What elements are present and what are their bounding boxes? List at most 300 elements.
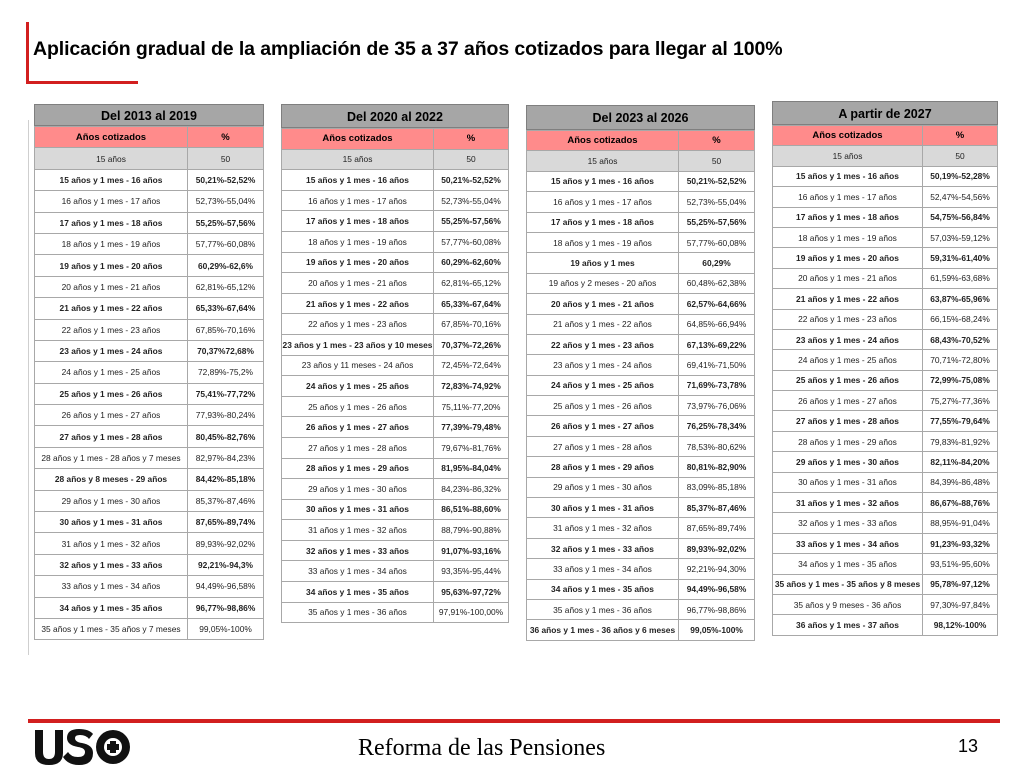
percent-cell: 52,73%-55,04% bbox=[679, 192, 755, 212]
percent-cell: 84,39%-86,48% bbox=[923, 472, 998, 492]
percent-cell: 87,65%-89,74% bbox=[188, 512, 264, 533]
percent-cell: 60,48%-62,38% bbox=[679, 273, 755, 293]
table-row bbox=[282, 479, 509, 500]
table-row bbox=[527, 212, 755, 232]
percent-cell: 94,49%-96,58% bbox=[188, 576, 264, 597]
years-cell: 22 años y 1 mes - 23 años bbox=[35, 319, 188, 340]
column-header-percent: % bbox=[434, 129, 509, 150]
table-row bbox=[282, 458, 509, 479]
years-cell: 35 años y 1 mes - 36 años bbox=[282, 602, 434, 623]
table-row bbox=[35, 383, 264, 404]
years-cell: 24 años y 1 mes - 25 años bbox=[773, 350, 923, 370]
percent-cell: 87,65%-89,74% bbox=[679, 518, 755, 538]
table-row bbox=[773, 431, 998, 451]
years-cell: 21 años y 1 mes - 22 años bbox=[282, 293, 434, 314]
table-heading: Del 2013 al 2019 bbox=[34, 104, 264, 126]
years-cell: 23 años y 1 mes - 23 años y 10 meses bbox=[282, 334, 434, 355]
years-cell: 27 años y 1 mes - 28 años bbox=[35, 426, 188, 447]
years-cell: 18 años y 1 mes - 19 años bbox=[35, 233, 188, 254]
years-cell: 27 años y 1 mes - 28 años bbox=[773, 411, 923, 431]
percent-cell: 70,37%72,68% bbox=[188, 340, 264, 361]
table-row bbox=[527, 457, 755, 477]
years-cell: 21 años y 1 mes - 22 años bbox=[35, 298, 188, 319]
percent-cell: 69,41%-71,50% bbox=[679, 355, 755, 375]
table-row bbox=[35, 319, 264, 340]
table-row bbox=[773, 554, 998, 574]
percent-cell: 77,39%-79,48% bbox=[434, 417, 509, 438]
years-cell: 31 años y 1 mes - 32 años bbox=[35, 533, 188, 554]
percent-cell: 62,81%-65,12% bbox=[434, 273, 509, 294]
uso-logo bbox=[33, 726, 133, 766]
percent-cell: 50,21%-52,52% bbox=[434, 170, 509, 191]
years-cell: 24 años y 1 mes - 25 años bbox=[35, 362, 188, 383]
table-2013-2019 bbox=[34, 104, 264, 640]
table-row bbox=[773, 309, 998, 329]
table-heading: Del 2020 al 2022 bbox=[281, 104, 509, 128]
pension-table bbox=[526, 130, 755, 641]
years-cell: 28 años y 1 mes - 28 años y 7 meses bbox=[35, 447, 188, 468]
years-cell: 21 años y 1 mes - 22 años bbox=[773, 289, 923, 309]
years-cell: 35 años y 9 meses - 36 años bbox=[773, 594, 923, 614]
percent-cell: 80,81%-82,90% bbox=[679, 457, 755, 477]
years-cell: 33 años y 1 mes - 34 años bbox=[527, 559, 679, 579]
table-row bbox=[282, 190, 509, 211]
percent-cell: 50,19%-52,28% bbox=[923, 166, 998, 186]
table-row bbox=[527, 498, 755, 518]
percent-cell: 82,11%-84,20% bbox=[923, 452, 998, 472]
years-cell: 25 años y 1 mes - 26 años bbox=[527, 396, 679, 416]
percent-cell: 50 bbox=[434, 149, 509, 170]
percent-cell: 50 bbox=[923, 146, 998, 166]
years-cell: 19 años y 1 mes - 20 años bbox=[773, 248, 923, 268]
years-cell: 22 años y 1 mes - 23 años bbox=[773, 309, 923, 329]
table-2020-2022 bbox=[281, 104, 509, 623]
table-row bbox=[773, 370, 998, 390]
years-cell: 15 años bbox=[527, 151, 679, 171]
table-row bbox=[35, 191, 264, 212]
column-header-percent: % bbox=[923, 126, 998, 146]
table-row bbox=[773, 227, 998, 247]
years-cell: 34 años y 1 mes - 35 años bbox=[35, 597, 188, 618]
years-cell: 18 años y 1 mes - 19 años bbox=[527, 232, 679, 252]
years-cell: 36 años y 1 mes - 36 años y 6 meses bbox=[527, 620, 679, 640]
table-row bbox=[35, 447, 264, 468]
table-row bbox=[282, 582, 509, 603]
percent-cell: 55,25%-57,56% bbox=[188, 212, 264, 233]
column-header-percent: % bbox=[679, 131, 755, 151]
table-row bbox=[35, 618, 264, 639]
table-row bbox=[773, 452, 998, 472]
table-row bbox=[35, 597, 264, 618]
percent-cell: 75,27%-77,36% bbox=[923, 391, 998, 411]
years-cell: 22 años y 1 mes - 23 años bbox=[527, 334, 679, 354]
percent-cell: 81,95%-84,04% bbox=[434, 458, 509, 479]
percent-cell: 65,33%-67,64% bbox=[188, 298, 264, 319]
years-cell: 16 años y 1 mes - 17 años bbox=[282, 190, 434, 211]
percent-cell: 96,77%-98,86% bbox=[188, 597, 264, 618]
percent-cell: 88,79%-90,88% bbox=[434, 520, 509, 541]
table-heading: Del 2023 al 2026 bbox=[526, 105, 755, 130]
footer-divider bbox=[28, 719, 1000, 723]
percent-cell: 89,93%-92,02% bbox=[188, 533, 264, 554]
years-cell: 28 años y 1 mes - 29 años bbox=[773, 431, 923, 451]
table-header-row bbox=[35, 127, 264, 148]
percent-cell: 96,77%-98,86% bbox=[679, 599, 755, 619]
years-cell: 15 años y 1 mes - 16 años bbox=[35, 169, 188, 190]
percent-cell: 72,89%-75,2% bbox=[188, 362, 264, 383]
years-cell: 29 años y 1 mes - 30 años bbox=[282, 479, 434, 500]
table-row bbox=[527, 416, 755, 436]
table-row bbox=[773, 207, 998, 227]
table-header-row bbox=[527, 131, 755, 151]
years-cell: 27 años y 1 mes - 28 años bbox=[527, 436, 679, 456]
table-row bbox=[773, 615, 998, 635]
percent-cell: 89,93%-92,02% bbox=[679, 538, 755, 558]
years-cell: 32 años y 1 mes - 33 años bbox=[773, 513, 923, 533]
years-cell: 15 años y 1 mes - 16 años bbox=[527, 171, 679, 191]
table-row bbox=[773, 574, 998, 594]
table-row bbox=[773, 187, 998, 207]
percent-cell: 67,85%-70,16% bbox=[434, 314, 509, 335]
percent-cell: 95,78%-97,12% bbox=[923, 574, 998, 594]
percent-cell: 97,91%-100,00% bbox=[434, 602, 509, 623]
percent-cell: 80,45%-82,76% bbox=[188, 426, 264, 447]
table-row bbox=[527, 518, 755, 538]
table-row bbox=[35, 533, 264, 554]
table-row bbox=[282, 293, 509, 314]
table-row bbox=[527, 396, 755, 416]
years-cell: 19 años y 2 meses - 20 años bbox=[527, 273, 679, 293]
years-cell: 31 años y 1 mes - 32 años bbox=[527, 518, 679, 538]
years-cell: 36 años y 1 mes - 37 años bbox=[773, 615, 923, 635]
years-cell: 33 años y 1 mes - 34 años bbox=[773, 533, 923, 553]
years-cell: 20 años y 1 mes - 21 años bbox=[527, 294, 679, 314]
percent-cell: 78,53%-80,62% bbox=[679, 436, 755, 456]
years-cell: 26 años y 1 mes - 27 años bbox=[35, 405, 188, 426]
table-row bbox=[773, 594, 998, 614]
years-cell: 23 años y 1 mes - 24 años bbox=[773, 329, 923, 349]
percent-cell: 97,30%-97,84% bbox=[923, 594, 998, 614]
years-cell: 26 años y 1 mes - 27 años bbox=[282, 417, 434, 438]
percent-cell: 62,57%-64,66% bbox=[679, 294, 755, 314]
table-row bbox=[773, 493, 998, 513]
column-header-years: Años cotizados bbox=[773, 126, 923, 146]
years-cell: 16 años y 1 mes - 17 años bbox=[35, 191, 188, 212]
years-cell: 34 años y 1 mes - 35 años bbox=[282, 582, 434, 603]
table-row bbox=[282, 396, 509, 417]
percent-cell: 70,37%-72,26% bbox=[434, 334, 509, 355]
percent-cell: 66,15%-68,24% bbox=[923, 309, 998, 329]
years-cell: 34 años y 1 mes - 35 años bbox=[773, 554, 923, 574]
percent-cell: 82,97%-84,23% bbox=[188, 447, 264, 468]
table-row bbox=[282, 211, 509, 232]
table-row bbox=[773, 411, 998, 431]
table-row bbox=[35, 233, 264, 254]
table-row bbox=[773, 166, 998, 186]
percent-cell: 99,05%-100% bbox=[188, 618, 264, 639]
years-cell: 35 años y 1 mes - 35 años y 7 meses bbox=[35, 618, 188, 639]
percent-cell: 50 bbox=[679, 151, 755, 171]
years-cell: 27 años y 1 mes - 28 años bbox=[282, 437, 434, 458]
years-cell: 17 años y 1 mes - 18 años bbox=[773, 207, 923, 227]
years-cell: 26 años y 1 mes - 27 años bbox=[527, 416, 679, 436]
percent-cell: 52,73%-55,04% bbox=[434, 190, 509, 211]
years-cell: 25 años y 1 mes - 26 años bbox=[773, 370, 923, 390]
table-row bbox=[35, 554, 264, 575]
table-from-2027 bbox=[772, 101, 998, 636]
years-cell: 31 años y 1 mes - 32 años bbox=[773, 493, 923, 513]
percent-cell: 60,29% bbox=[679, 253, 755, 273]
table-row bbox=[773, 329, 998, 349]
table-row bbox=[527, 314, 755, 334]
column-header-years: Años cotizados bbox=[35, 127, 188, 148]
years-cell: 19 años y 1 mes - 20 años bbox=[35, 255, 188, 276]
table-row bbox=[773, 350, 998, 370]
years-cell: 29 años y 1 mes - 30 años bbox=[527, 477, 679, 497]
table-2023-2026 bbox=[526, 105, 755, 641]
percent-cell: 57,03%-59,12% bbox=[923, 227, 998, 247]
years-cell: 30 años y 1 mes - 31 años bbox=[527, 498, 679, 518]
years-cell: 29 años y 1 mes - 30 años bbox=[35, 490, 188, 511]
percent-cell: 64,85%-66,94% bbox=[679, 314, 755, 334]
percent-cell: 52,47%-54,56% bbox=[923, 187, 998, 207]
percent-cell: 85,37%-87,46% bbox=[679, 498, 755, 518]
percent-cell: 91,23%-93,32% bbox=[923, 533, 998, 553]
percent-cell: 70,71%-72,80% bbox=[923, 350, 998, 370]
years-cell: 33 años y 1 mes - 34 años bbox=[282, 561, 434, 582]
percent-cell: 77,55%-79,64% bbox=[923, 411, 998, 431]
percent-cell: 99,05%-100% bbox=[679, 620, 755, 640]
table-row bbox=[35, 426, 264, 447]
percent-cell: 79,83%-81,92% bbox=[923, 431, 998, 451]
years-cell: 32 años y 1 mes - 33 años bbox=[35, 554, 188, 575]
table-row bbox=[282, 314, 509, 335]
table-row bbox=[282, 602, 509, 623]
percent-cell: 68,43%-70,52% bbox=[923, 329, 998, 349]
table-row bbox=[35, 148, 264, 169]
years-cell: 28 años y 1 mes - 29 años bbox=[282, 458, 434, 479]
percent-cell: 83,09%-85,18% bbox=[679, 477, 755, 497]
years-cell: 26 años y 1 mes - 27 años bbox=[773, 391, 923, 411]
percent-cell: 52,73%-55,04% bbox=[188, 191, 264, 212]
percent-cell: 86,67%-88,76% bbox=[923, 493, 998, 513]
percent-cell: 73,97%-76,06% bbox=[679, 396, 755, 416]
table-row bbox=[35, 255, 264, 276]
table-row bbox=[527, 477, 755, 497]
table-header-row bbox=[282, 129, 509, 150]
percent-cell: 92,21%-94,30% bbox=[679, 559, 755, 579]
percent-cell: 79,67%-81,76% bbox=[434, 437, 509, 458]
percent-cell: 71,69%-73,78% bbox=[679, 375, 755, 395]
table-row bbox=[773, 391, 998, 411]
percent-cell: 72,45%-72,64% bbox=[434, 355, 509, 376]
table-row bbox=[527, 273, 755, 293]
slide-title: Aplicación gradual de la ampliación de 35 a 37 años cotizados para llegar al 100% bbox=[33, 38, 783, 60]
title-accent-horizontal bbox=[28, 81, 138, 84]
table-row bbox=[282, 561, 509, 582]
left-divider bbox=[28, 120, 29, 655]
percent-cell: 55,25%-57,56% bbox=[434, 211, 509, 232]
percent-cell: 98,12%-100% bbox=[923, 615, 998, 635]
percent-cell: 67,13%-69,22% bbox=[679, 334, 755, 354]
percent-cell: 63,87%-65,96% bbox=[923, 289, 998, 309]
table-row bbox=[527, 599, 755, 619]
table-row bbox=[282, 417, 509, 438]
table-row bbox=[773, 513, 998, 533]
percent-cell: 72,99%-75,08% bbox=[923, 370, 998, 390]
table-row bbox=[282, 252, 509, 273]
years-cell: 30 años y 1 mes - 31 años bbox=[773, 472, 923, 492]
percent-cell: 62,81%-65,12% bbox=[188, 276, 264, 297]
percent-cell: 50,21%-52,52% bbox=[188, 169, 264, 190]
table-row bbox=[35, 469, 264, 490]
years-cell: 22 años y 1 mes - 23 años bbox=[282, 314, 434, 335]
years-cell: 18 años y 1 mes - 19 años bbox=[282, 231, 434, 252]
years-cell: 15 años y 1 mes - 16 años bbox=[282, 170, 434, 191]
percent-cell: 84,23%-86,32% bbox=[434, 479, 509, 500]
footer-title: Reforma de las Pensiones bbox=[358, 735, 606, 761]
years-cell: 35 años y 1 mes - 36 años bbox=[527, 599, 679, 619]
percent-cell: 72,83%-74,92% bbox=[434, 376, 509, 397]
years-cell: 15 años bbox=[35, 148, 188, 169]
title-accent-vertical bbox=[26, 22, 29, 84]
years-cell: 23 años y 1 mes - 24 años bbox=[527, 355, 679, 375]
table-row bbox=[773, 472, 998, 492]
table-row bbox=[35, 212, 264, 233]
percent-cell: 57,77%-60,08% bbox=[679, 232, 755, 252]
percent-cell: 85,37%-87,46% bbox=[188, 490, 264, 511]
percent-cell: 59,31%-61,40% bbox=[923, 248, 998, 268]
percent-cell: 50 bbox=[188, 148, 264, 169]
pension-table bbox=[34, 126, 264, 640]
table-heading: A partir de 2027 bbox=[772, 101, 998, 125]
years-cell: 24 años y 1 mes - 25 años bbox=[527, 375, 679, 395]
percent-cell: 60,29%-62,60% bbox=[434, 252, 509, 273]
table-row bbox=[773, 146, 998, 166]
table-row bbox=[35, 490, 264, 511]
table-row bbox=[527, 294, 755, 314]
table-row bbox=[282, 170, 509, 191]
table-row bbox=[527, 538, 755, 558]
percent-cell: 91,07%-93,16% bbox=[434, 540, 509, 561]
years-cell: 34 años y 1 mes - 35 años bbox=[527, 579, 679, 599]
percent-cell: 67,85%-70,16% bbox=[188, 319, 264, 340]
table-row bbox=[35, 362, 264, 383]
pension-table bbox=[281, 128, 509, 623]
years-cell: 32 años y 1 mes - 33 años bbox=[282, 540, 434, 561]
percent-cell: 75,41%-77,72% bbox=[188, 383, 264, 404]
column-header-years: Años cotizados bbox=[527, 131, 679, 151]
table-row bbox=[527, 171, 755, 191]
table-row bbox=[35, 340, 264, 361]
table-row bbox=[527, 436, 755, 456]
table-row bbox=[282, 231, 509, 252]
pension-table bbox=[772, 125, 998, 636]
years-cell: 15 años bbox=[282, 149, 434, 170]
table-row bbox=[35, 276, 264, 297]
percent-cell: 54,75%-56,84% bbox=[923, 207, 998, 227]
table-row bbox=[282, 149, 509, 170]
years-cell: 28 años y 1 mes - 29 años bbox=[527, 457, 679, 477]
table-header-row bbox=[773, 126, 998, 146]
years-cell: 18 años y 1 mes - 19 años bbox=[773, 227, 923, 247]
table-row bbox=[527, 253, 755, 273]
table-row bbox=[527, 355, 755, 375]
table-row bbox=[35, 576, 264, 597]
table-row bbox=[773, 289, 998, 309]
years-cell: 30 años y 1 mes - 31 años bbox=[35, 512, 188, 533]
table-row bbox=[282, 499, 509, 520]
years-cell: 24 años y 1 mes - 25 años bbox=[282, 376, 434, 397]
table-row bbox=[773, 268, 998, 288]
percent-cell: 84,42%-85,18% bbox=[188, 469, 264, 490]
table-row bbox=[282, 376, 509, 397]
years-cell: 29 años y 1 mes - 30 años bbox=[773, 452, 923, 472]
table-row bbox=[282, 273, 509, 294]
table-row bbox=[527, 559, 755, 579]
percent-cell: 76,25%-78,34% bbox=[679, 416, 755, 436]
percent-cell: 77,93%-80,24% bbox=[188, 405, 264, 426]
percent-cell: 57,77%-60,08% bbox=[434, 231, 509, 252]
percent-cell: 60,29%-62,6% bbox=[188, 255, 264, 276]
page-number: 13 bbox=[958, 736, 979, 756]
percent-cell: 65,33%-67,64% bbox=[434, 293, 509, 314]
column-header-years: Años cotizados bbox=[282, 129, 434, 150]
table-row bbox=[527, 579, 755, 599]
years-cell: 25 años y 1 mes - 26 años bbox=[282, 396, 434, 417]
table-row bbox=[282, 355, 509, 376]
percent-cell: 94,49%-96,58% bbox=[679, 579, 755, 599]
table-row bbox=[527, 192, 755, 212]
table-row bbox=[282, 437, 509, 458]
years-cell: 20 años y 1 mes - 21 años bbox=[282, 273, 434, 294]
table-row bbox=[527, 232, 755, 252]
table-row bbox=[35, 298, 264, 319]
years-cell: 15 años bbox=[773, 146, 923, 166]
years-cell: 17 años y 1 mes - 18 años bbox=[35, 212, 188, 233]
percent-cell: 93,35%-95,44% bbox=[434, 561, 509, 582]
years-cell: 31 años y 1 mes - 32 años bbox=[282, 520, 434, 541]
years-cell: 21 años y 1 mes - 22 años bbox=[527, 314, 679, 334]
years-cell: 19 años y 1 mes - 20 años bbox=[282, 252, 434, 273]
years-cell: 32 años y 1 mes - 33 años bbox=[527, 538, 679, 558]
years-cell: 28 años y 8 meses - 29 años bbox=[35, 469, 188, 490]
percent-cell: 86,51%-88,60% bbox=[434, 499, 509, 520]
years-cell: 15 años y 1 mes - 16 años bbox=[773, 166, 923, 186]
table-row bbox=[282, 334, 509, 355]
table-row bbox=[527, 151, 755, 171]
years-cell: 30 años y 1 mes - 31 años bbox=[282, 499, 434, 520]
years-cell: 17 años y 1 mes - 18 años bbox=[527, 212, 679, 232]
table-row bbox=[35, 405, 264, 426]
percent-cell: 61,59%-63,68% bbox=[923, 268, 998, 288]
years-cell: 20 años y 1 mes - 21 años bbox=[35, 276, 188, 297]
percent-cell: 75,11%-77,20% bbox=[434, 396, 509, 417]
table-row bbox=[282, 520, 509, 541]
years-cell: 17 años y 1 mes - 18 años bbox=[282, 211, 434, 232]
years-cell: 23 años y 11 meses - 24 años bbox=[282, 355, 434, 376]
table-row bbox=[527, 334, 755, 354]
years-cell: 23 años y 1 mes - 24 años bbox=[35, 340, 188, 361]
table-row bbox=[527, 620, 755, 640]
years-cell: 33 años y 1 mes - 34 años bbox=[35, 576, 188, 597]
years-cell: 20 años y 1 mes - 21 años bbox=[773, 268, 923, 288]
table-row bbox=[527, 375, 755, 395]
table-row bbox=[773, 533, 998, 553]
years-cell: 16 años y 1 mes - 17 años bbox=[773, 187, 923, 207]
percent-cell: 57,77%-60,08% bbox=[188, 233, 264, 254]
column-header-percent: % bbox=[188, 127, 264, 148]
